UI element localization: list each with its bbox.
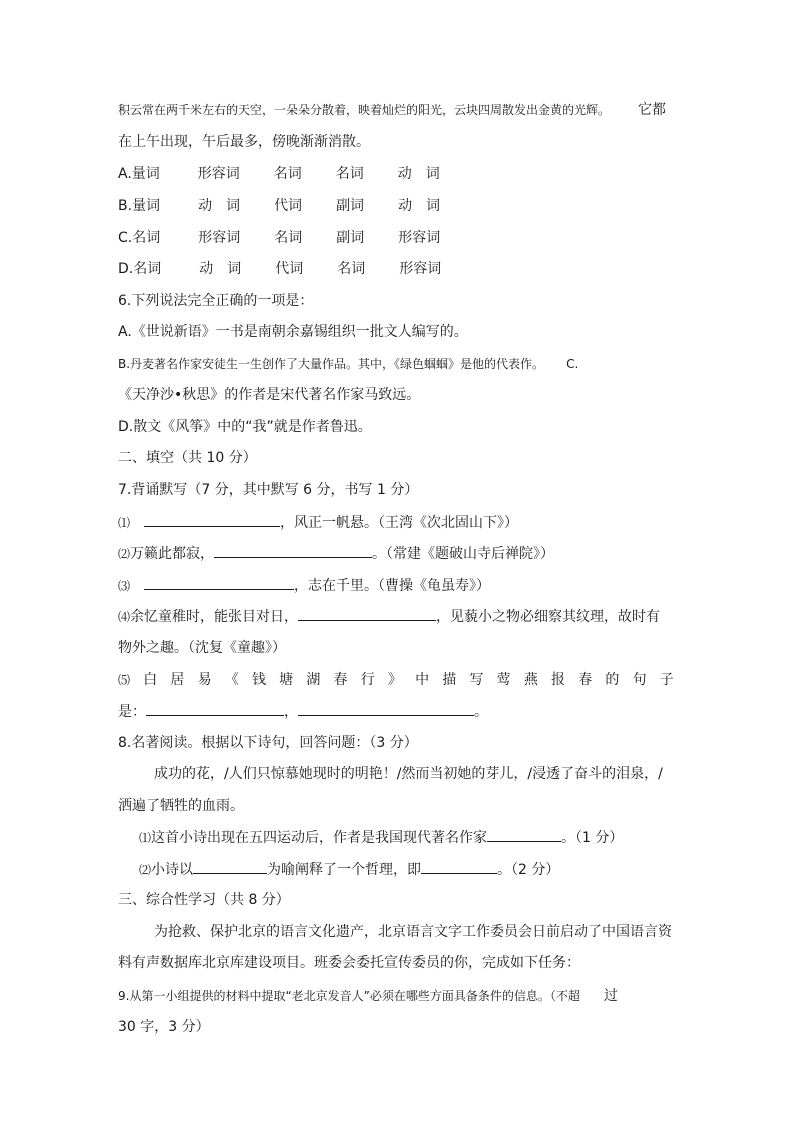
answer-blank[interactable] xyxy=(421,859,497,874)
item-number: ⑵ xyxy=(118,547,131,561)
q7-item-2 xyxy=(118,543,554,564)
option-word: 动 词 xyxy=(397,166,440,182)
q7-item-5-line2 xyxy=(118,701,488,722)
item-text: 是： xyxy=(118,704,146,720)
q7-item-3 xyxy=(118,575,490,596)
option-word: 量词 xyxy=(131,166,160,182)
q6-stem: 6.下列说法完全正确的一项是： xyxy=(118,293,314,309)
q9-stem-line2: 30 字，3 分） xyxy=(118,1019,210,1035)
q9-stem xyxy=(118,986,618,1006)
option-word: 形容词 xyxy=(399,261,442,277)
option-label: A. xyxy=(118,166,132,182)
item-number: ⑶ xyxy=(118,579,131,593)
q5-passage-line2: 在上午出现，午后最多，傍晚渐渐消散。 xyxy=(118,134,370,150)
spaced-char: 句 xyxy=(632,672,647,688)
answer-blank[interactable] xyxy=(298,701,474,716)
option-word: 形容词 xyxy=(398,230,441,246)
option-word: 名词 xyxy=(273,166,302,182)
q7-item-1 xyxy=(118,512,518,533)
answer-blank[interactable] xyxy=(298,606,436,621)
option-label: D. xyxy=(118,261,134,277)
spaced-char: 湖 xyxy=(306,672,321,688)
item-number: ⑸ xyxy=(118,673,131,687)
answer-blank[interactable] xyxy=(214,543,372,558)
item-text: 。（1 分） xyxy=(561,830,624,846)
q8-sub1 xyxy=(139,827,623,848)
answer-blank[interactable] xyxy=(487,827,561,842)
spaced-char: 白 xyxy=(143,672,158,688)
q7-stem: 7.背诵默写（7 分，其中默写 6 分，书写 1 分） xyxy=(118,482,419,498)
option-word: 名词 xyxy=(132,230,161,246)
option-word: 副词 xyxy=(336,230,365,246)
item-text: 万籁此都寂， xyxy=(130,546,215,562)
answer-blank[interactable] xyxy=(144,512,280,527)
q6-option-b[interactable] xyxy=(118,354,578,374)
spaced-char: 报 xyxy=(551,672,566,688)
spaced-char: 莺 xyxy=(496,672,511,688)
option-word: 名词 xyxy=(335,166,364,182)
option-word: 量词 xyxy=(132,198,161,214)
q8-poem-line1: 成功的花，/人们只惊慕她现时的明艳！/然而当初她的芽儿，/浸透了奋斗的泪泉，/ xyxy=(154,766,663,782)
spaced-char: 居 xyxy=(170,672,185,688)
item-number: ⑴ xyxy=(118,516,131,530)
answer-blank[interactable] xyxy=(146,701,284,716)
option-word: 形容词 xyxy=(198,230,241,246)
q6-option-d[interactable]: D.散文《风筝》中的“我”就是作者鲁迅。 xyxy=(118,419,372,435)
option-word: 形容词 xyxy=(197,166,240,182)
item-text: 为喻阐释了一个哲理，即 xyxy=(267,862,422,878)
q7-item-4-line2: 物外之趣。（沈复《童趣》） xyxy=(118,640,286,656)
item-number: ⑴ xyxy=(139,831,152,845)
option-word: 副词 xyxy=(336,198,365,214)
spaced-char: 塘 xyxy=(279,672,294,688)
option-word: 代词 xyxy=(274,198,303,214)
q5-option-d[interactable] xyxy=(118,259,441,279)
spaced-char: 春 xyxy=(578,672,593,688)
q7-item-5-spaced-text xyxy=(118,670,674,690)
option-word: 代词 xyxy=(275,261,304,277)
q5-passage-text: 积云常在两千米左右的天空，一朵朵分散着，映着灿烂的阳光，云块四周散发出金黄的光辉。 xyxy=(118,103,611,117)
item-text: 小诗以 xyxy=(151,862,194,878)
q8-poem-line2: 洒遍了牺牲的血雨。 xyxy=(118,798,244,814)
spaced-char: 的 xyxy=(605,672,620,688)
item-text: 。 xyxy=(474,704,488,720)
option-word: 动 词 xyxy=(198,198,241,214)
q5-passage-tail: 它都 xyxy=(638,102,667,118)
q5-option-b[interactable] xyxy=(118,196,440,216)
section3-heading: 三、综合性学习（共 8 分） xyxy=(118,892,290,908)
option-word: 名词 xyxy=(274,230,303,246)
item-text: ，见藐小之物必细察其纹理，故时有 xyxy=(436,609,661,625)
option-word: 名词 xyxy=(133,261,162,277)
q5-option-c[interactable] xyxy=(118,228,440,248)
item-text: 余忆童稚时，能张目对日， xyxy=(130,609,299,625)
section2-heading: 二、填空（共 10 分） xyxy=(118,450,257,466)
item-text: 这首小诗出现在五四运动后，作者是我国现代著名作家 xyxy=(151,830,488,846)
q8-sub2 xyxy=(139,859,559,880)
q7-item-4 xyxy=(118,606,660,627)
q7-item-5 xyxy=(118,670,674,690)
q8-stem: 8.名著阅读。根据以下诗句，回答问题：（3 分） xyxy=(118,735,418,751)
q6-option-c-label: C. xyxy=(566,357,579,371)
spaced-char: 子 xyxy=(659,672,674,688)
option-word: 名词 xyxy=(337,261,366,277)
spaced-char: 中 xyxy=(415,672,430,688)
q6-option-c[interactable]: 《天净沙•秋思》的作者是宋代著名作家马致远。 xyxy=(118,387,421,403)
q9-text: 9.从第一小组提供的材料中提取“老北京发音人”必须在哪些方面具备条件的信息。（不超 xyxy=(118,989,580,1003)
q9-tail: 过 xyxy=(603,988,618,1004)
option-label: C. xyxy=(118,230,133,246)
item-text: 。（2 分） xyxy=(497,862,560,878)
q5-passage-line1 xyxy=(118,100,666,120)
answer-blank[interactable] xyxy=(144,575,294,590)
item-text: ，志在千里。（曹操《龟虽寿》） xyxy=(294,578,491,594)
option-label: B. xyxy=(118,198,133,214)
option-word: 动 词 xyxy=(398,198,441,214)
q6-option-b-text: B.丹麦著名作家安徒生一生创作了大量作品。其中，《绿色蝈蝈》是他的代表作。 xyxy=(118,357,545,371)
q5-option-a[interactable] xyxy=(118,164,440,184)
section3-intro-line2: 料有声数据库北京库建设项目。班委会委托宣传委员的你，完成如下任务： xyxy=(118,955,580,971)
spaced-char: 写 xyxy=(469,672,484,688)
spaced-char: 《 xyxy=(224,672,239,688)
spaced-char: 描 xyxy=(442,672,457,688)
item-number: ⑵ xyxy=(139,863,152,877)
item-text: ， xyxy=(284,704,298,720)
spaced-char: 》 xyxy=(387,672,402,688)
spaced-char: 行 xyxy=(360,672,375,688)
answer-blank[interactable] xyxy=(193,859,267,874)
option-word: 动 词 xyxy=(199,261,242,277)
item-number: ⑷ xyxy=(118,610,131,624)
section3-intro-line1: 为抢救、保护北京的语言文化遗产，北京语言文字工作委员会日前启动了中国语言资 xyxy=(154,924,672,940)
spaced-char: 春 xyxy=(333,672,348,688)
spaced-char: 钱 xyxy=(251,672,266,688)
spaced-char: 燕 xyxy=(523,672,538,688)
item-text: ，风正一帆悬。（王湾《次北固山下》） xyxy=(280,515,519,531)
q6-option-a[interactable]: A.《世说新语》一书是南朝余嘉锡组织一批文人编写的。 xyxy=(118,324,468,340)
item-text: 。（常建《题破山寺后禅院》） xyxy=(372,546,555,562)
spaced-char: 易 xyxy=(197,672,212,688)
